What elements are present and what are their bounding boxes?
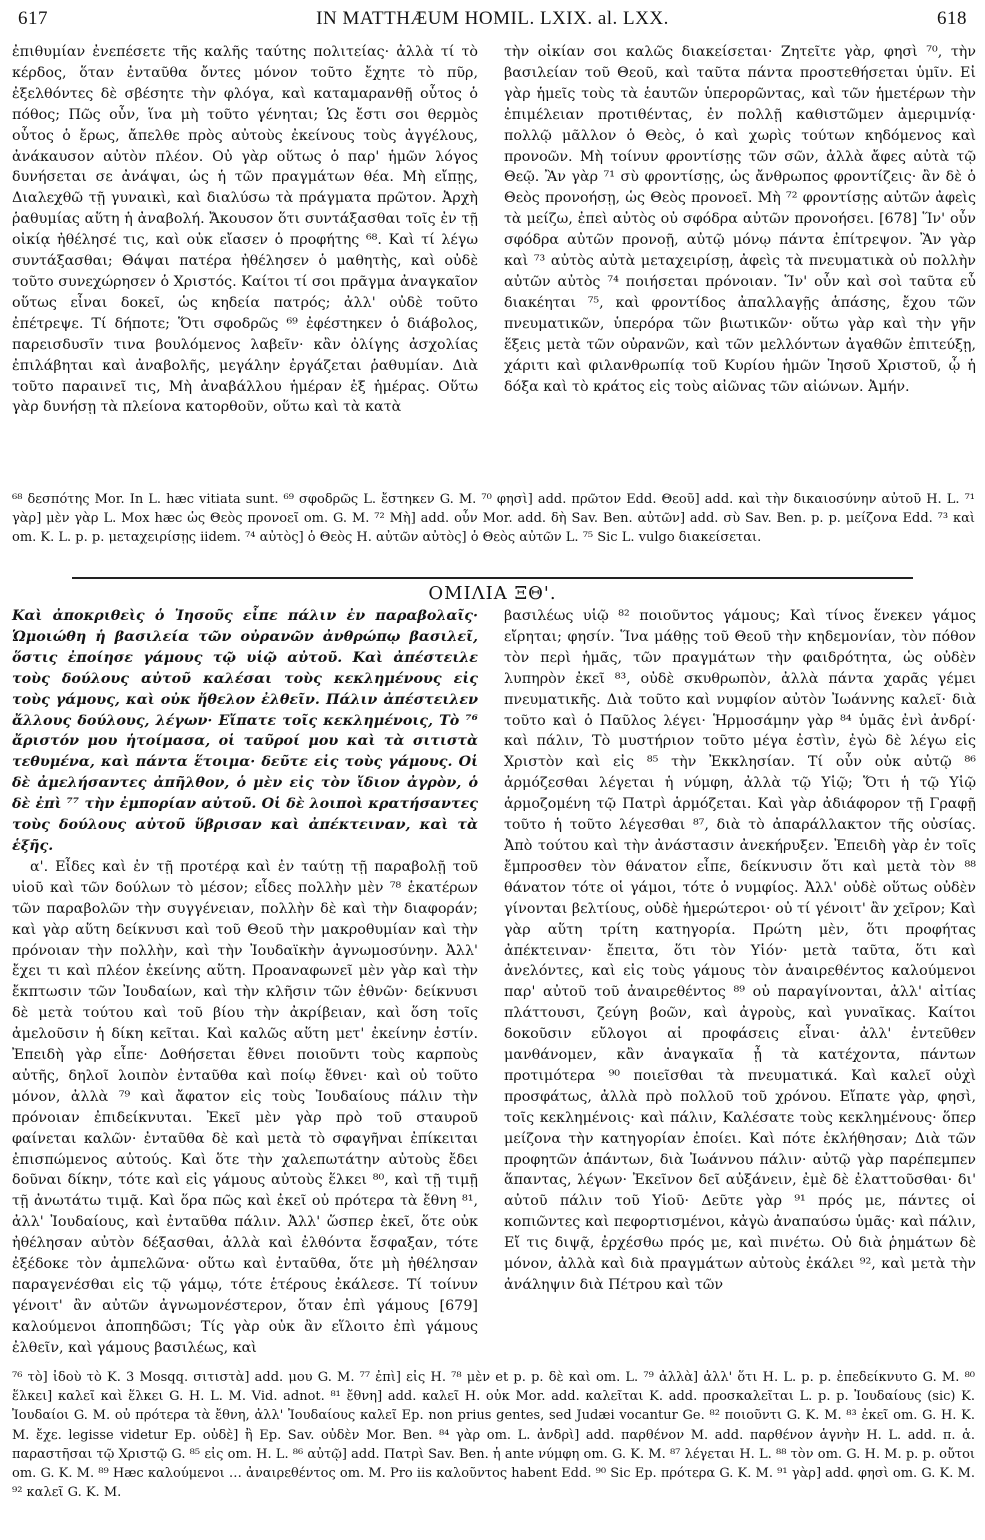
- section-divider: [72, 577, 913, 579]
- lower-right-column: [504, 606, 976, 1296]
- gospel-lemma: Καὶ ἀποκριθεὶς ὁ Ἰησοῦς εἶπε πάλιν ἐν παραβολαῖς· Ὡμοιώθη ἡ βασιλεία τῶν οὐρανῶν ἀνθρώπῳ βασιλεῖ, ὅστις ἐποίησε γάμους τῷ υἱῷ αὐτοῦ. Καὶ ἀπέστειλε τοὺς δούλους αὐτοῦ καλέσαι τοὺς κεκλημένους εἰς τοὺς γάμους, καὶ οὐκ ἤθελον ἐλθεῖν. Πάλιν ἀπέστειλεν ἄλλους δούλους, λέγων· Εἴπατε τοῖς κεκλημένοις, Τὸ ⁷⁶ ἄριστόν μου ἡτοίμασα, οἱ ταῦροί μου καὶ τὰ σιτιστὰ τεθυμένα, καὶ πάντα ἕτοιμα· δεῦτε εἰς τοὺς γάμους. Οἱ δὲ ἀμελήσαντες ἀπῆλθον, ὁ μὲν εἰς τὸν ἴδιον ἀγρὸν, ὁ δὲ ἐπὶ ⁷⁷ τὴν ἐμπορίαν αὐτοῦ. Οἱ δὲ λοιποὶ κρατήσαντες τοὺς δούλους αὐτοῦ ὕβρισαν καὶ ἀπέκτειναν, καὶ τὰ ἑξῆς.: [12, 608, 478, 854]
- lower-left-column: [12, 606, 478, 1359]
- lower-footnotes-text: ⁷⁶ τὸ] ἰδοὺ τὸ K. 3 Mosqq. σιτιστὰ] add. μου G. M. ⁷⁷ ἐπὶ] εἰς H. ⁷⁸ μὲν et p. p. δὲ καὶ om. L. ⁷⁹ ἀλλὰ] ἀλλ' ὅτι H. L. p. p. ἐπεδείκνυτο G. M. ⁸⁰ ἕλκει] καλεῖ καὶ ἕλκει G. H. L. M. Vid. adnot. ⁸¹ ἔθνη] add. καλεῖ H. οὐκ Mor. add. καλεῖται K. add. προσκαλεῖται L. p. p. Ἰουδαίους (sic) K. Ἰουδαίοι G. M. οὐ πρότερα τὰ ἔθνη, ἀλλ' Ἰουδαίους καλεῖ Ep. non prius gentes, sed Judæi vocantur Ge. ⁸² ποιοῦντι G. K. M. ⁸³ ἐκεῖ om. G. H. K. M. ἔχε. legisse videtur Ep. οὐδὲ] ἢ Ep. Sav. οὐδὲν Mor. Ben. ⁸⁴ γὰρ om. L. ἀνδρὶ] add. παρθένον M. add. παρθένον ἁγνὴν H. L. add. π. ἁ. παραστῆσαι τῷ Χριστῷ G. ⁸⁵ εἰς om. H. L. ⁸⁶ αὐτῷ] add. Πατρὶ Sav. Ben. ἡ ante νύμφη om. G. K. M. ⁸⁷ λέγεται H. L. ⁸⁸ τὸν om. G. H. M. p. p. οὔτοι om. G. K. M. ⁸⁹ Hæc καλούμενοι … ἀναιρεθέντος om. M. Pro iis καλοῦντος habent Edd. ⁹⁰ Sic Ep. πρότερα G. K. M. ⁹¹ γὰρ] add. φησὶ om. G. K. M. ⁹² καλεῖ G. K. M.: [12, 1370, 975, 1501]
- upper-left-column: [12, 42, 478, 418]
- running-header: [18, 8, 967, 38]
- upper-right-text: τὴν οἰκίαν σοι καλῶς διακείσεται· Ζητεῖτε γὰρ, φησὶ ⁷⁰, τὴν βασιλείαν τοῦ Θεοῦ, καὶ ταῦτα πάντα προστεθήσεται ὑμῖν. Εἰ γὰρ ἡμεῖς τοὺς τὰ ἑαυτῶν ὑπερορῶντας, καὶ τῶν ἡμετέρων τὴν ἐπιμέλειαν προτιθέντας, ἐν πολλῇ καθιστῶμεν ἀμεριμνίᾳ· πολλῷ μᾶλλον ὁ Θεὸς, ὁ καὶ χωρὶς τούτων κηδόμενος καὶ προνοῶν. Μὴ τοίνυν φροντίσῃς τῶν σῶν, ἀλλὰ ἄφες αὐτὰ τῷ Θεῷ. Ἂν γὰρ ⁷¹ σὺ φροντίσῃς, ὡς ἄνθρωπος φροντίζεις· ἂν δὲ ὁ Θεὸς προνοήσῃ, ὡς Θεὸς προνοεῖ. Μὴ ⁷² φροντίσῃς αὐτῶν ἀφεὶς τὰ μείζω, ἐπεὶ αὐτὸς οὐ σφόδρα αὐτῶν προνοήσει. [678] Ἵν' οὖν σφόδρα αὐτῶν προνοῇ, αὐτῷ μόνῳ πάντα ἐπίτρεψον. Ἂν γὰρ καὶ ⁷³ αὐτὸς αὐτὰ μεταχειρίσῃ, ἀφεὶς τὰ πνευματικὰ οὐ πολλὴν αὐτῶν αὐτὸς ⁷⁴ ποιήσεται πρόνοιαν. Ἵν' οὖν καὶ σοὶ ταῦτα εὖ διακέηται ⁷⁵, καὶ φροντίδος ἀπαλλαγῇς ἁπάσης, ἔχου τῶν πνευματικῶν, ὑπερόρα τῶν βιωτικῶν· οὕτω γὰρ καὶ τὴν γῆν ἕξεις μετὰ τῶν οὐρανῶν, καὶ τῶν μελλόντων ἀγαθῶν ἐπιτεύξῃ, χάριτι καὶ φιλανθρωπίᾳ τοῦ Κυρίου ἡμῶν Ἰησοῦ Χριστοῦ, ᾧ ἡ δόξα καὶ τὸ κράτος εἰς τοὺς αἰῶνας τῶν αἰώνων. Ἀμήν.: [504, 44, 976, 395]
- upper-footnotes: [12, 490, 975, 548]
- page-number-left: 617: [18, 8, 48, 29]
- running-title: IN MATTHÆUM HOMIL. LXIX. al. LXX.: [316, 8, 669, 29]
- lower-footnotes: [12, 1368, 975, 1502]
- lower-right-text: βασιλέως υἱῷ ⁸² ποιοῦντος γάμους; Καὶ τίνος ἕνεκεν γάμος εἴρηται; φησίν. Ἵνα μάθῃς τοῦ Θεοῦ τὴν κηδεμονίαν, τὸν πόθον τὸν περὶ ἡμᾶς, τῶν πραγμάτων τὴν φαιδρότητα, ὡς οὐδὲν λυπηρὸν ἐκεῖ ⁸³, οὐδὲ σκυθρωπὸν, ἀλλὰ πάντα χαρᾶς γέμει πνευματικῆς. Διὰ τοῦτο καὶ νυμφίον αὐτὸν Ἰωάννης καλεῖ· διὰ τοῦτο καὶ ὁ Παῦλος λέγει· Ἡρμοσάμην γὰρ ⁸⁴ ὑμᾶς ἐνὶ ἀνδρί· καὶ πάλιν, Τὸ μυστήριον τοῦτο μέγα ἐστὶν, ἐγὼ δὲ λέγω εἰς Χριστὸν καὶ εἰς ⁸⁵ τὴν Ἐκκλησίαν. Τί οὖν οὐκ αὐτῷ ⁸⁶ ἁρμόζεσθαι λέγεται ἡ νύμφη, ἀλλὰ τῷ Υἱῷ; Ὅτι ἡ τῷ Υἱῷ ἁρμοζομένη τῷ Πατρὶ ἁρμόζεται. Καὶ γὰρ ἀδιάφορον τῇ Γραφῇ τοῦτο ἡ τοῦτο λέγεσθαι ⁸⁷, διὰ τὸ ἀπαράλλακτον τῆς οὐσίας. Ἀπὸ τούτου καὶ τὴν ἀνάστασιν ἀνεκήρυξεν. Ἐπειδὴ γὰρ ἐν τοῖς ἔμπροσθεν τὸν θάνατον εἶπε, δείκνυσιν ὅτι καὶ μετὰ τὸν ⁸⁸ θάνατον τότε οἱ γάμοι, τότε ὁ νυμφίος. Ἀλλ' οὐδὲ οὕτως οὐδὲν γίνονται βελτίους, οὐδὲ ἡμερώτεροι· οὐ τί γένοιτ' ἂν χεῖρον; Καὶ γὰρ αὕτη τρίτη κατηγορία. Πρώτη μὲν, ὅτι προφήτας ἀπέκτειναν· ἔπειτα, ὅτι τὸν Υἱόν· μετὰ ταῦτα, ὅτι καὶ ἀνελόντες, καὶ εἰς τοὺς γάμους τὸν ἀναιρεθέντος καλούμενοι παρ' αὐτοῦ τοῦ ἀναιρεθέντος ⁸⁹ οὐ παραγίνονται, ἀλλ' αἰτίας πλάττουσι, ζεύγη βοῶν, καὶ ἀγροὺς, καὶ γυναῖκας. Καίτοι δοκοῦσιν εὔλογοι αἱ προφάσεις εἶναι· ἀλλ' ἐντεῦθεν μανθάνομεν, κἂν ἀναγκαῖα ᾖ τὰ κατέχοντα, πάντων προτιμότερα ⁹⁰ ποιεῖσθαι τὰ πνευματικά. Καὶ καλεῖ οὐχὶ προσφάτως, ἀλλὰ πρὸ πολλοῦ τοῦ χρόνου. Εἴπατε γὰρ, φησὶ, τοῖς κεκλημένοις· καὶ πάλιν, Καλέσατε τοὺς κεκλημένους· ὅπερ μείζονα τὴν κατηγορίαν ἐποίει. Καὶ πότε ἐκλήθησαν; Διὰ τῶν προφητῶν ἁπάντων, διὰ Ἰωάννου πάλιν· αὐτῷ γὰρ παρέπεμπεν ἅπαντας, λέγων· Ἐκεῖνον δεῖ αὐξάνειν, ἐμὲ δὲ ἐλαττοῦσθαι· δι' αὐτοῦ πάλιν τοῦ Υἱοῦ· Δεῦτε γὰρ ⁹¹ πρός με, πάντες οἱ κοπιῶντες καὶ πεφορτισμένοι, κἀγὼ ἀναπαύσω ὑμᾶς· καὶ πάλιν, Εἴ τις διψᾷ, ἐρχέσθω πρός με, καὶ πινέτω. Οὐ διὰ ῥημάτων δὲ μόνον, ἀλλὰ καὶ διὰ πραγμάτων αὐτοὺς ἐκάλει ⁹², καὶ μετὰ τὴν ἀνάληψιν διὰ Πέτρου καὶ τῶν: [504, 608, 976, 1293]
- lower-left-text: α'. Εἶδες καὶ ἐν τῇ προτέρᾳ καὶ ἐν ταύτῃ τῇ παραβολῇ τοῦ υἱοῦ καὶ τῶν δούλων τὸ μέσον; εἶδες πολλὴν μὲν ⁷⁸ ἑκατέρων τῶν παραβολῶν τὴν συγγένειαν, πολλὴν δὲ καὶ τὴν διαφοράν; καὶ γὰρ αὕτη δείκνυσι καὶ τοῦ Θεοῦ τὴν μακροθυμίαν καὶ τὴν πρόνοιαν τὴν πολλὴν, καὶ τὴν Ἰουδαϊκὴν ἀγνωμοσύνην. Ἀλλ' ἔχει τι καὶ πλέον ἐκείνης αὕτη. Προαναφωνεῖ μὲν γὰρ καὶ τὴν ἔκπτωσιν τῶν Ἰουδαίων, καὶ τὴν κλῆσιν τῶν ἐθνῶν· δείκνυσι δὲ μετὰ τούτου καὶ τοῦ βίου τὴν ἀκρίβειαν, καὶ ὅση τοῖς ἀμελοῦσιν ἡ δίκη κεῖται. Καὶ καλῶς αὕτη μετ' ἐκείνην ἐστίν. Ἐπειδὴ γὰρ εἶπε· Δοθήσεται ἔθνει ποιοῦντι τοὺς καρποὺς αὐτῆς, δηλοῖ λοιπὸν ἐνταῦθα καὶ ποίῳ ἔθνει· καὶ οὐ τοῦτο μόνον, ἀλλὰ ⁷⁹ καὶ ἄφατον εἰς τοὺς Ἰουδαίους πάλιν τὴν πρόνοιαν ἐπιδείκνυται. Ἐκεῖ μὲν γὰρ πρὸ τοῦ σταυροῦ φαίνεται καλῶν· ἐνταῦθα δὲ καὶ μετὰ τὸ σφαγῆναι ἐπίκειται ἐπισπώμενος αὐτούς. Καὶ ὅτε τὴν χαλεπωτάτην αὐτοὺς ἔδει δοῦναι δίκην, τότε καὶ εἰς γάμους αὐτοὺς ἕλκει ⁸⁰, καὶ τῇ τιμῇ τῇ ἀνωτάτω τιμᾷ. Καὶ ὅρα πῶς καὶ ἐκεῖ οὐ πρότερα τὰ ἔθνη ⁸¹, ἀλλ' Ἰουδαίους, καὶ ἐνταῦθα πάλιν. Ἀλλ' ὥσπερ ἐκεῖ, ὅτε οὐκ ἠθέλησαν αὐτὸν δέξασθαι, ἀλλὰ καὶ ἐλθόντα ἔσφαξαν, τότε ἐξέδοκε τὸν ἀμπελῶνα· οὕτω καὶ ἐνταῦθα, ὅτε μὴ ἠθέλησαν παραγενέσθαι εἰς τῷ γάμῳ, τότε ἑτέρους ἐκάλεσε. Τί τοίνυν γένοιτ' ἂν αὐτῶν ἀγνωμονέστερον, ὅταν ἐπὶ γάμους [679] καλούμενοι ἀποπηδῶσι; Τίς γὰρ οὐκ ἂν εἵλοιτο ἐπὶ γάμους ἐλθεῖν, καὶ γάμους βασιλέως, καὶ: [12, 858, 478, 1356]
- homily-title: ΟΜΙΛΙΑ ΞΘ'.: [428, 583, 557, 604]
- upper-right-column: [504, 42, 976, 397]
- page-number-right: 618: [937, 8, 967, 29]
- upper-left-text: ἐπιθυμίαν ἐνεπέσετε τῆς καλῆς ταύτης πολιτείας· ἀλλὰ τί τὸ κέρδος, ὅταν ἐνταῦθα ὄντες μόνον τοῦτο ἔχητε τὸ πῦρ, ἐξελθόντες δὲ σβέσητε τὴν φλόγα, καὶ καταμαρανθῇ οὗτος ὁ πόθος; Πῶς οὖν, ἵνα μὴ τοῦτο γένηται; Ὡς ἔστι σοι θερμὸς οὗτος ὁ ἔρως, ἄπελθε πρὸς αὐτοὺς ἐκείνους τοὺς ἀγγέλους, ἀνάκαυσον αὐτὸν πλέον. Οὐ γὰρ οὕτως ὁ παρ' ἡμῶν λόγος δυνήσεται σε ἀνάψαι, ὡς ἡ τῶν πραγμάτων θέα. Μὴ εἴπῃς, Διαλεχθῶ τῇ γυναικὶ, καὶ διαλύσω τὰ πράγματα πρῶτον. Ἀρχὴ ῥαθυμίας αὕτη ἡ ἀναβολή. Ἄκουσον ὅτι συντάξασθαι τοῖς ἐν τῇ οἰκίᾳ ἠθέλησέ τις, καὶ οὐκ εἴασεν ὁ προφήτης ⁶⁸. Καὶ τί λέγω συντάξασθαι; Θάψαι πατέρα ἠθέλησεν ὁ μαθητὴς, καὶ οὐδὲ τοῦτο συνεχώρησεν ὁ Χριστός. Καίτοι τί σοι πρᾶγμα ἀναγκαῖον οὕτως εἶναι δοκεῖ, ὡς κηδεία πατρός; ἀλλ' οὐδὲ τοῦτο ἐπέτρεψε. Τί δήποτε; Ὅτι σφοδρῶς ⁶⁹ ἐφέστηκεν ὁ διάβολος, παρεισδυσῖν τινα βουλόμενος λαβεῖν· κἂν ὀλίγης ἀσχολίας ἐπιλάβηται καὶ ἀναβολῆς, μεγάλην ἐργάζεται ῥαθυμίαν. Διὰ τοῦτο παραινεῖ τις, Μὴ ἀναβάλλου ἡμέραν ἐξ ἡμέρας. Οὕτω γὰρ δυνήσῃ τὰ πλείονα κατορθοῦν, οὕτω καὶ τὰ κατὰ: [12, 44, 478, 416]
- upper-footnotes-text: ⁶⁸ δεσπότης Mor. In L. hæc vitiata sunt. ⁶⁹ σφοδρῶς L. ἔστηκεν G. M. ⁷⁰ φησὶ] add. πρῶτον Edd. Θεοῦ] add. καὶ τὴν δικαιοσύνην αὐτοῦ H. L. ⁷¹ γὰρ] μὲν γὰρ L. Mox hæc ὡς Θεὸς προνοεῖ om. G. M. ⁷² Μὴ] add. οὖν Mor. add. δὴ Sav. Ben. αὐτῶν] add. σὺ Sav. Ben. p. p. μείζονα Edd. ⁷³ καὶ om. K. L. p. p. μεταχειρίσῃς iidem. ⁷⁴ αὐτὸς] ὁ Θεὸς H. αὐτῶν αὐτὸς] ὁ Θεὸς αὐτῶν L. ⁷⁵ Sic L. vulgo διακείσεται.: [12, 492, 975, 546]
